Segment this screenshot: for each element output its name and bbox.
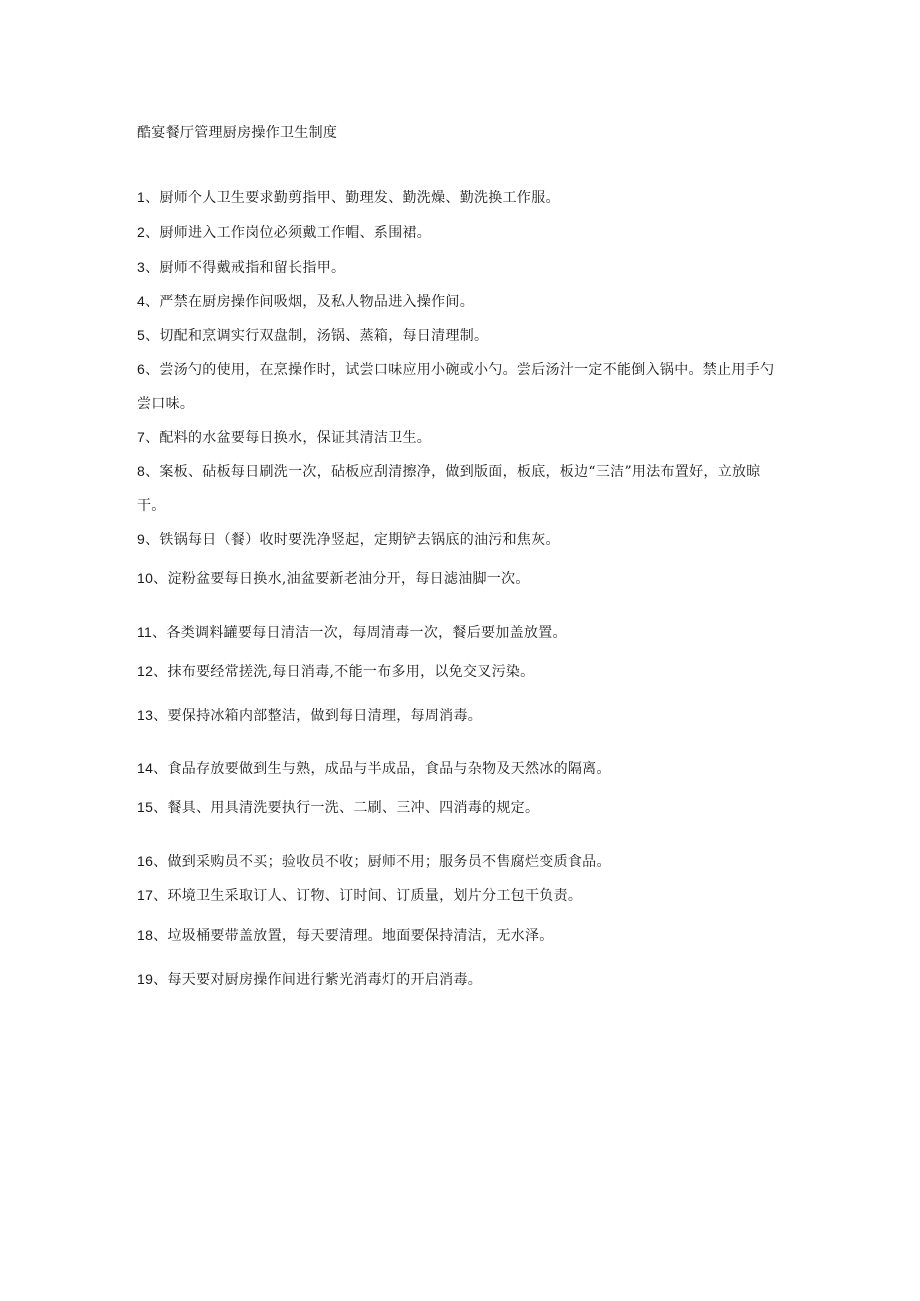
- rule-item-14: [137, 751, 787, 786]
- rule-number: 2、: [137, 224, 160, 240]
- rule-number: 14、: [137, 760, 168, 776]
- rule-number: 18、: [137, 927, 168, 943]
- document-title: 酷宴餐厅管理厨房操作卫生制度: [137, 125, 338, 141]
- rule-text: 配料的水盆要每日换水，保证其清洁卫生。: [159, 430, 432, 446]
- rule-number: 5、: [137, 327, 160, 343]
- rule-text: 每天要对厨房操作间进行紫光消毒灯的开启消毒。: [167, 972, 483, 988]
- rule-number: 13、: [137, 707, 168, 723]
- rule-number: 8、: [137, 463, 160, 479]
- rule-text: 各类调料罐要每日清洁一次，每周清毒一次，餐后要加盖放置。: [166, 625, 567, 641]
- rule-number: 4、: [137, 293, 160, 309]
- rule-text: 厨师个人卫生要求勤剪指甲、勤理发、勤洗燥、勤洗换工作服。: [159, 190, 560, 206]
- rule-text: 严禁在厨房操作间吸烟，及私人物品进入操作间。: [159, 294, 474, 310]
- rule-item-10: [137, 561, 787, 596]
- rule-item-13: [137, 698, 787, 733]
- rule-item-8: [137, 454, 787, 523]
- rule-text: 食品存放要做到生与熟，成品与半成品，食品与杂物及天然冰的隔离。: [167, 761, 611, 777]
- rule-item-3: [137, 250, 787, 285]
- rule-item-6: [137, 352, 787, 421]
- rule-number: 6、: [137, 361, 160, 377]
- rule-text: 垃圾桶要带盖放置，每天要清理。地面要保持清洁，无水泽。: [167, 928, 554, 944]
- rule-number: 17、: [137, 887, 168, 903]
- rule-number: 9、: [137, 531, 160, 547]
- rule-text: 做到采购员不买；验收员不收；厨师不用；服务员不售腐烂变质食品。: [167, 854, 611, 870]
- rule-item-7: [137, 420, 787, 455]
- rule-item-15: [137, 790, 787, 825]
- rule-number: 3、: [137, 259, 160, 275]
- rule-item-2: [137, 215, 787, 250]
- rule-item-1: [137, 180, 787, 215]
- rule-text: 抹布要经常搓洗,每日消毒,不能一布多用，以免交叉污染。: [167, 664, 535, 680]
- rule-text: 要保持冰箱内部整洁，做到每日清理，每周消毒。: [167, 708, 483, 724]
- rule-item-16: [137, 844, 787, 879]
- rule-number: 16、: [137, 853, 168, 869]
- rule-text: 环境卫生采取订人、订物、订时间、订质量，划片分工包干负责。: [167, 888, 583, 904]
- rule-item-9: [137, 522, 787, 557]
- rule-number: 7、: [137, 429, 160, 445]
- rule-text: 餐具、用具清洗要执行一洗、二刷、三冲、四消毒的规定。: [167, 800, 540, 816]
- rule-item-18: [137, 918, 787, 953]
- rule-text: 厨师不得戴戒指和留长指甲。: [159, 260, 346, 276]
- rule-text: 淀粉盆要每日换水,油盆要新老油分开，每日滤油脚一次。: [167, 571, 530, 587]
- rule-item-4: [137, 284, 787, 319]
- rule-item-11: [137, 615, 787, 650]
- rule-number: 1、: [137, 189, 160, 205]
- rule-item-19: [137, 962, 787, 997]
- rule-number: 15、: [137, 799, 168, 815]
- rule-text: 案板、砧板每日刷洗一次，砧板应刮清擦净，做到版面，板底，板边“三洁”用法布置好，立放晾干。: [137, 464, 761, 514]
- rule-number: 19、: [137, 971, 168, 987]
- rule-item-5: [137, 318, 787, 353]
- rule-text: 尝汤勺的使用，在烹操作时，试尝口味应用小碗或小勺。尝后汤汁一定不能倒入锅中。禁止用手勺尝口味。: [137, 362, 775, 412]
- rule-item-17: [137, 878, 787, 913]
- rule-text: 厨师进入工作岗位必须戴工作帽、系围裙。: [159, 225, 432, 241]
- rule-text: 铁锅每日（餐）收时要洗净竖起，定期铲去锅底的油污和焦灰。: [159, 532, 560, 548]
- rule-number: 10、: [137, 570, 168, 586]
- rule-number: 11、: [137, 624, 167, 640]
- rule-text: 切配和烹调实行双盘制，汤锅、蒸箱，每日清理制。: [159, 328, 489, 344]
- rule-item-12: [137, 654, 787, 689]
- rule-number: 12、: [137, 663, 168, 679]
